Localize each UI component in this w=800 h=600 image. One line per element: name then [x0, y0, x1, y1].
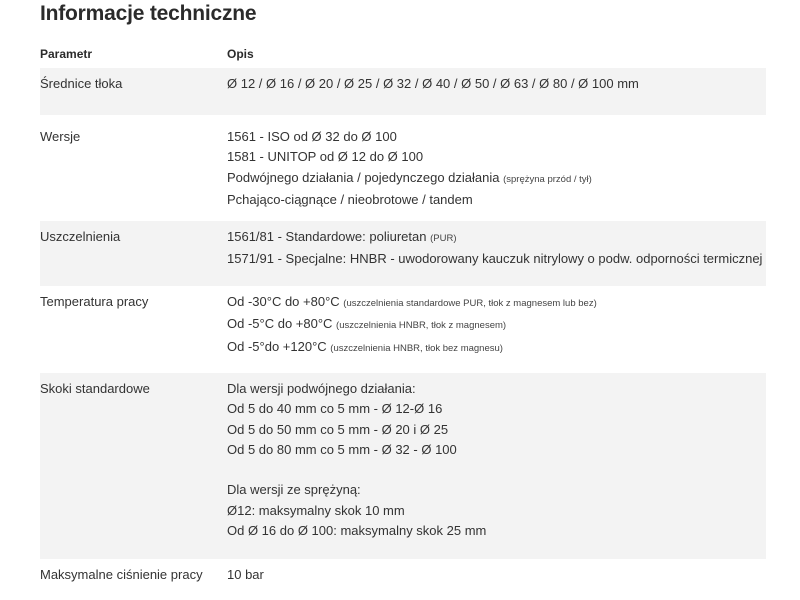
desc-note: (uszczelnienia standardowe PUR, tłok z magnesem lub bez): [343, 298, 597, 309]
desc-line: 1561/81 - Standardowe: poliuretan (PUR): [227, 229, 457, 244]
desc-line: 1571/91 - Specjalne: HNBR - uwodorowany kauczuk nitrylowy o podw. odporności termicznej: [227, 251, 763, 267]
desc-line: Pchająco-ciągnące / nieobrotowe / tandem: [227, 191, 473, 207]
desc-line: 1561 - ISO od Ø 32 do Ø 100: [227, 129, 397, 144]
table-header: [40, 40, 766, 68]
desc-line: Od 5 do 80 mm co 5 mm - Ø 32 - Ø 100: [227, 441, 457, 457]
desc-cell: [227, 221, 766, 286]
tech-info-table: [40, 40, 766, 599]
desc-line: Dla wersji podwójnego działania:: [227, 381, 416, 396]
desc-line: Ø 12 / Ø 16 / Ø 20 / Ø 25 / Ø 32 / Ø 40 / Ø 50 / Ø 63 / Ø 80 / Ø 100 mm: [227, 76, 639, 91]
desc-note: (uszczelnienia HNBR, tłok bez magnesu): [330, 342, 503, 354]
table-row-srednice: [40, 68, 766, 115]
param-cell: Średnice tłoka: [40, 76, 123, 91]
table-row-cisnienie: [40, 559, 766, 599]
spacer: [227, 460, 766, 480]
desc-line: Od 5 do 40 mm co 5 mm - Ø 12-Ø 16: [227, 401, 443, 417]
param-cell: Uszczelnienia: [40, 229, 121, 244]
desc-line: Od -5°do +120°C (uszczelnienia HNBR, tłok bez magnesu): [227, 338, 503, 354]
desc-line: 1581 - UNITOP od Ø 12 do Ø 100: [227, 149, 424, 165]
desc-cell: [227, 373, 766, 559]
table-row-uszczelnienia: [40, 221, 766, 286]
param-cell: Skoki standardowe: [40, 381, 150, 396]
table-row-temperatura: [40, 286, 766, 373]
desc-line: Od -5°C do +80°C (uszczelnienia HNBR, tłok z magnesem): [227, 316, 507, 332]
header-opis: Opis: [227, 47, 254, 61]
desc-note: (uszczelnienia HNBR, tłok z magnesem): [336, 320, 507, 332]
desc-line: Podwójnego działania / pojedynczego działania (sprężyna przód / tył): [227, 169, 592, 185]
desc-note: (PUR): [430, 233, 457, 244]
param-cell: Temperatura pracy: [40, 294, 149, 309]
desc-note: (sprężyna przód / tył): [503, 173, 592, 185]
desc-line: Ø12: maksymalny skok 10 mm: [227, 502, 405, 518]
desc-line: Od -30°C do +80°C (uszczelnienia standardowe PUR, tłok z magnesem lub bez): [227, 294, 597, 309]
header-parametr: Parametr: [40, 47, 93, 61]
param-cell: Maksymalne ciśnienie pracy: [40, 567, 203, 582]
page-title: Informacje techniczne: [40, 2, 257, 25]
param-cell: Wersje: [40, 129, 81, 144]
desc-line: Od 5 do 50 mm co 5 mm - Ø 20 i Ø 25: [227, 421, 449, 437]
desc-cell: [227, 559, 766, 599]
desc-line: 10 bar: [227, 567, 264, 582]
desc-cell: [227, 68, 766, 115]
desc-cell: [227, 286, 766, 373]
desc-cell: [227, 121, 766, 221]
table-row-skoki: [40, 373, 766, 559]
table-row-wersje: [40, 121, 766, 221]
desc-line: Od Ø 16 do Ø 100: maksymalny skok 25 mm: [227, 523, 487, 539]
desc-line: Dla wersji ze sprężyną:: [227, 482, 361, 498]
